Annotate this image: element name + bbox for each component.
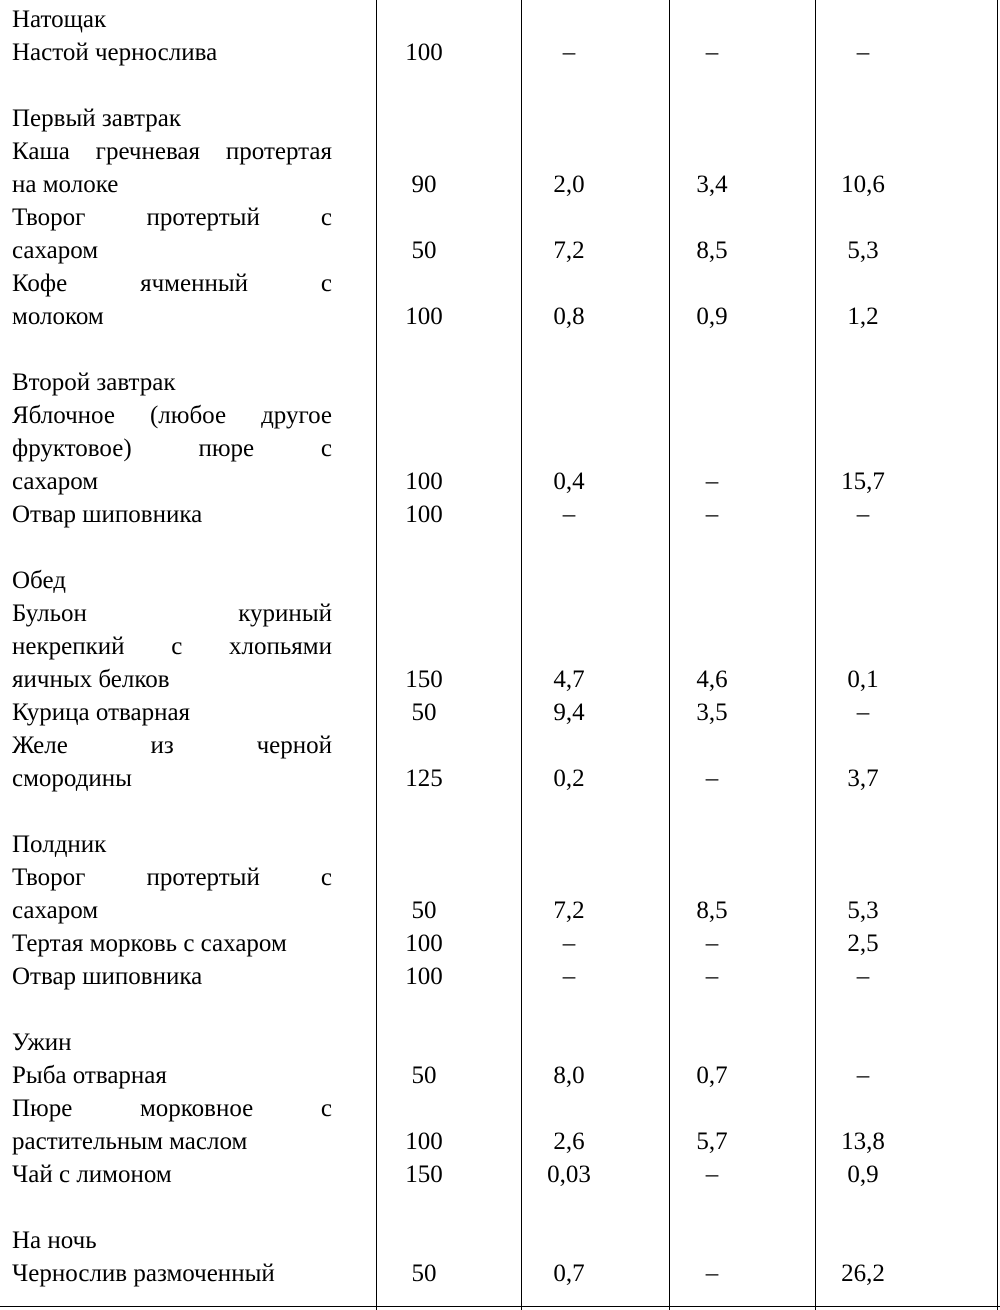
cell-protein: 0,2 (553, 765, 585, 792)
cell-carbs: 10,6 (841, 171, 885, 198)
cell-protein: 0,4 (553, 468, 585, 495)
dish-name-line: Творог протертый с (12, 204, 332, 231)
cell-carbs: 0,9 (847, 1161, 879, 1188)
cell-protein: 7,2 (553, 897, 585, 924)
cell-mass: 50 (411, 699, 437, 726)
cell-carbs: 5,3 (847, 237, 879, 264)
cell-protein: 7,2 (553, 237, 585, 264)
dish-name-line: Отвар шиповника (12, 963, 203, 990)
dish-name-line: Рыба отварная (12, 1062, 167, 1089)
dish-name-line: Бульон куриный (12, 600, 332, 627)
dish-name-line: некрепкий с хлопьями (12, 633, 332, 660)
cell-mass: 50 (411, 1260, 437, 1287)
dish-name-line: Пюре морковное с (12, 1095, 332, 1122)
dish-name-line: сахаром (12, 897, 99, 924)
cell-protein: – (562, 930, 576, 957)
section-heading: На ночь (12, 1227, 97, 1254)
column-divider (521, 0, 522, 1310)
column-divider (376, 0, 377, 1310)
dish-name-line: молоком (12, 303, 104, 330)
cell-mass: 125 (405, 765, 443, 792)
dish-name-line: Творог протертый с (12, 864, 332, 891)
section-heading: Второй завтрак (12, 369, 176, 396)
cell-mass: 100 (405, 39, 443, 66)
cell-carbs: – (856, 699, 870, 726)
dish-name-line: Желе из черной (12, 732, 332, 759)
cell-carbs: 5,3 (847, 897, 879, 924)
cell-carbs: – (856, 963, 870, 990)
section-heading: Ужин (12, 1029, 72, 1056)
cell-fat: – (705, 39, 719, 66)
cell-fat: 3,5 (696, 699, 728, 726)
cell-mass: 100 (405, 501, 443, 528)
table-right-border (997, 0, 998, 1310)
dish-name-line: Курица отварная (12, 699, 191, 726)
cell-fat: – (705, 1161, 719, 1188)
section-heading: Обед (12, 567, 66, 594)
dish-name-line: фруктовое) пюре с (12, 435, 332, 462)
cell-carbs: 13,8 (841, 1128, 885, 1155)
cell-mass: 150 (405, 666, 443, 693)
dish-name-line: Кофе ячменный с (12, 270, 332, 297)
cell-mass: 100 (405, 963, 443, 990)
cell-mass: 100 (405, 930, 443, 957)
cell-protein: – (562, 501, 576, 528)
cell-carbs: – (856, 501, 870, 528)
cell-protein: 9,4 (553, 699, 585, 726)
cell-fat: – (705, 930, 719, 957)
cell-mass: 50 (411, 237, 437, 264)
dish-name-line: растительным маслом (12, 1128, 248, 1155)
dish-name-line: Яблочное (любое другое (12, 402, 332, 429)
cell-carbs: – (856, 1062, 870, 1089)
dish-name-line: на молоке (12, 171, 119, 198)
cell-protein: 8,0 (553, 1062, 585, 1089)
dish-name-line: сахаром (12, 237, 99, 264)
dish-name-line: Каша гречневая протертая (12, 138, 332, 165)
cell-carbs: 1,2 (847, 303, 879, 330)
cell-fat: – (705, 963, 719, 990)
cell-carbs: 3,7 (847, 765, 879, 792)
cell-fat: 8,5 (696, 897, 728, 924)
cell-protein: – (562, 963, 576, 990)
dish-name-line: яичных белков (12, 666, 170, 693)
dish-name-line: Отвар шиповника (12, 501, 203, 528)
cell-protein: 0,7 (553, 1260, 585, 1287)
table-bottom-border (0, 1306, 1000, 1307)
section-heading: Полдник (12, 831, 107, 858)
dish-name-line: Настой чернослива (12, 39, 218, 66)
cell-protein: 2,6 (553, 1128, 585, 1155)
cell-mass: 100 (405, 1128, 443, 1155)
dish-name-line: Тертая морковь с сахаром (12, 930, 287, 957)
section-heading: Первый завтрак (12, 105, 182, 132)
column-divider (669, 0, 670, 1310)
cell-fat: 8,5 (696, 237, 728, 264)
cell-fat: 4,6 (696, 666, 728, 693)
cell-carbs: 2,5 (847, 930, 879, 957)
cell-fat: 0,9 (696, 303, 728, 330)
cell-protein: – (562, 39, 576, 66)
cell-protein: 2,0 (553, 171, 585, 198)
cell-mass: 100 (405, 303, 443, 330)
cell-fat: – (705, 468, 719, 495)
cell-mass: 50 (411, 897, 437, 924)
cell-protein: 4,7 (553, 666, 585, 693)
cell-protein: 0,03 (547, 1161, 591, 1188)
cell-fat: 3,4 (696, 171, 728, 198)
cell-carbs: 26,2 (841, 1260, 885, 1287)
section-heading: Натощак (12, 6, 107, 33)
dish-name-line: сахаром (12, 468, 99, 495)
cell-protein: 0,8 (553, 303, 585, 330)
cell-fat: 5,7 (696, 1128, 728, 1155)
column-divider (815, 0, 816, 1310)
cell-fat: – (705, 765, 719, 792)
dish-name-line: Чай с лимоном (12, 1161, 172, 1188)
dish-name-line: Чернослив размоченный (12, 1260, 275, 1287)
cell-fat: 0,7 (696, 1062, 728, 1089)
dish-name-line: смородины (12, 765, 132, 792)
cell-carbs: – (856, 39, 870, 66)
cell-fat: – (705, 501, 719, 528)
cell-mass: 150 (405, 1161, 443, 1188)
cell-fat: – (705, 1260, 719, 1287)
cell-mass: 100 (405, 468, 443, 495)
cell-mass: 90 (411, 171, 437, 198)
cell-carbs: 0,1 (847, 666, 879, 693)
cell-carbs: 15,7 (841, 468, 885, 495)
cell-mass: 50 (411, 1062, 437, 1089)
